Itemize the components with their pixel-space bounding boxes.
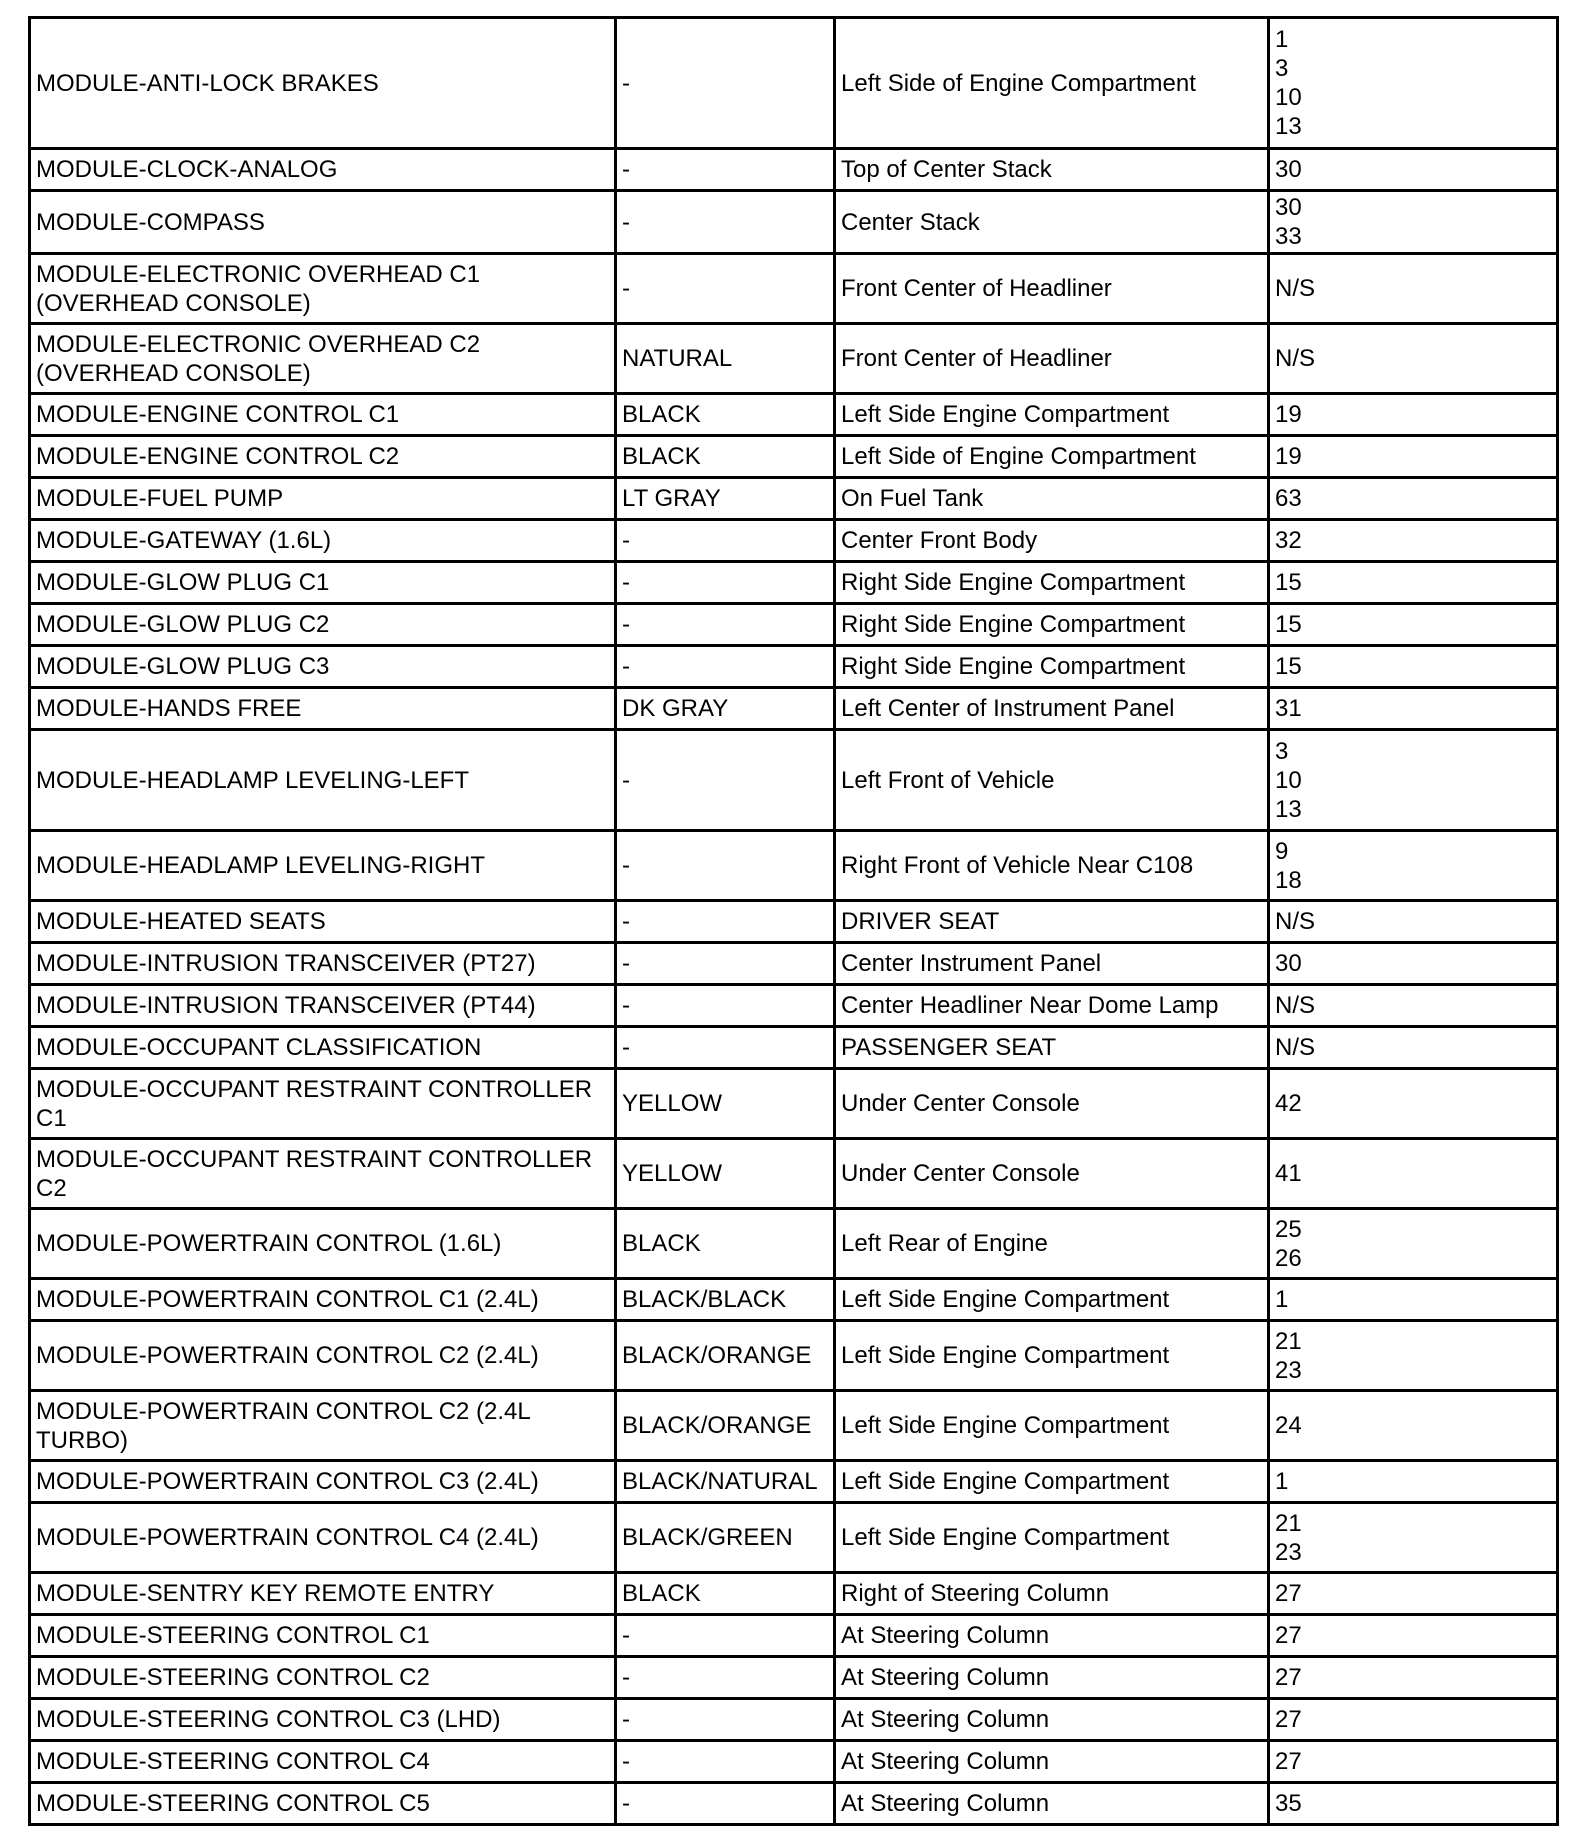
module-name-cell: MODULE-POWERTRAIN CONTROL C2 (2.4L) xyxy=(30,1321,616,1391)
reference-cell xyxy=(1269,1027,1558,1069)
connector-color-cell: BLACK/NATURAL xyxy=(616,1461,835,1503)
reference-cell xyxy=(1269,1279,1558,1321)
reference-value: 26 xyxy=(1275,1244,1302,1272)
reference-cell xyxy=(1269,254,1558,324)
location-cell: On Fuel Tank xyxy=(835,478,1269,520)
connector-color-cell: YELLOW xyxy=(616,1139,835,1209)
reference-cell xyxy=(1269,730,1558,831)
table-row xyxy=(30,1503,1558,1573)
reference-value: 35 xyxy=(1275,1790,1302,1817)
reference-value: 15 xyxy=(1275,611,1302,638)
module-name-cell: MODULE-OCCUPANT CLASSIFICATION xyxy=(30,1027,616,1069)
module-name-cell: MODULE-OCCUPANT RESTRAINT CONTROLLER C2 xyxy=(30,1139,616,1209)
table-row xyxy=(30,562,1558,604)
reference-value: 18 xyxy=(1275,866,1302,894)
location-cell: Left Side of Engine Compartment xyxy=(835,436,1269,478)
module-name-cell: MODULE-GATEWAY (1.6L) xyxy=(30,520,616,562)
reference-cell xyxy=(1269,688,1558,730)
reference-value: 1 xyxy=(1275,1468,1289,1495)
connector-color-cell: BLACK/GREEN xyxy=(616,1503,835,1573)
reference-value: 3 xyxy=(1275,55,1289,82)
module-name-cell: MODULE-STEERING CONTROL C3 (LHD) xyxy=(30,1699,616,1741)
reference-cell xyxy=(1269,604,1558,646)
reference-value: 42 xyxy=(1275,1090,1302,1117)
location-cell: Center Stack xyxy=(835,191,1269,254)
location-cell: Left Side Engine Compartment xyxy=(835,1461,1269,1503)
reference-value: N/S xyxy=(1275,345,1316,372)
reference-value: N/S xyxy=(1275,908,1316,935)
module-name-cell: MODULE-POWERTRAIN CONTROL (1.6L) xyxy=(30,1209,616,1279)
module-name-cell: MODULE-STEERING CONTROL C4 xyxy=(30,1741,616,1783)
reference-cell xyxy=(1269,1069,1558,1139)
connector-color-cell: - xyxy=(616,1783,835,1825)
module-name-cell: MODULE-GLOW PLUG C2 xyxy=(30,604,616,646)
connector-location-table xyxy=(28,16,1559,1826)
location-cell: Left Rear of Engine xyxy=(835,1209,1269,1279)
location-cell: At Steering Column xyxy=(835,1657,1269,1699)
reference-cell xyxy=(1269,646,1558,688)
table-row xyxy=(30,646,1558,688)
location-cell: At Steering Column xyxy=(835,1741,1269,1783)
reference-value: 32 xyxy=(1275,527,1302,554)
module-name-cell: MODULE-HEADLAMP LEVELING-LEFT xyxy=(30,730,616,831)
reference-value: N/S xyxy=(1275,275,1316,302)
connector-color-cell: - xyxy=(616,901,835,943)
table-row xyxy=(30,478,1558,520)
location-cell: Under Center Console xyxy=(835,1069,1269,1139)
location-cell: Front Center of Headliner xyxy=(835,254,1269,324)
module-name-cell: MODULE-STEERING CONTROL C1 xyxy=(30,1615,616,1657)
reference-cell xyxy=(1269,1741,1558,1783)
connector-color-cell: - xyxy=(616,1657,835,1699)
location-cell: Right Side Engine Compartment xyxy=(835,562,1269,604)
module-name-cell: MODULE-STEERING CONTROL C2 xyxy=(30,1657,616,1699)
module-name-cell: MODULE-POWERTRAIN CONTROL C4 (2.4L) xyxy=(30,1503,616,1573)
reference-value: 10 xyxy=(1275,766,1302,794)
reference-value: 1 xyxy=(1275,26,1289,53)
reference-value: 30 xyxy=(1275,194,1302,221)
location-cell: Center Front Body xyxy=(835,520,1269,562)
connector-color-cell: - xyxy=(616,562,835,604)
table-row xyxy=(30,1699,1558,1741)
reference-value: 27 xyxy=(1275,1706,1302,1733)
location-cell: Left Side Engine Compartment xyxy=(835,1391,1269,1461)
reference-value: 3 xyxy=(1275,737,1289,765)
reference-cell xyxy=(1269,943,1558,985)
table-row xyxy=(30,1741,1558,1783)
reference-cell xyxy=(1269,1391,1558,1461)
reference-value: 9 xyxy=(1275,837,1289,865)
location-cell: Left Side of Engine Compartment xyxy=(835,18,1269,149)
connector-color-cell: - xyxy=(616,18,835,149)
table-row xyxy=(30,1209,1558,1279)
table-row xyxy=(30,191,1558,254)
table-row xyxy=(30,324,1558,394)
table-row xyxy=(30,1279,1558,1321)
location-cell: Left Side Engine Compartment xyxy=(835,1503,1269,1573)
connector-color-cell: LT GRAY xyxy=(616,478,835,520)
reference-value: 15 xyxy=(1275,653,1302,680)
connector-color-cell: - xyxy=(616,1699,835,1741)
reference-cell xyxy=(1269,1699,1558,1741)
reference-value: 27 xyxy=(1275,1664,1302,1691)
table-row xyxy=(30,149,1558,191)
module-name-cell: MODULE-ANTI-LOCK BRAKES xyxy=(30,18,616,149)
module-name-cell: MODULE-ELECTRONIC OVERHEAD C2 (OVERHEAD CONSOLE) xyxy=(30,324,616,394)
module-name-cell: MODULE-ENGINE CONTROL C1 xyxy=(30,394,616,436)
module-name-cell: MODULE-CLOCK-ANALOG xyxy=(30,149,616,191)
table-row xyxy=(30,943,1558,985)
location-cell: Left Side Engine Compartment xyxy=(835,394,1269,436)
connector-color-cell: YELLOW xyxy=(616,1069,835,1139)
connector-color-cell: - xyxy=(616,1741,835,1783)
reference-value: 41 xyxy=(1275,1160,1302,1187)
reference-value: 63 xyxy=(1275,485,1302,512)
location-cell: PASSENGER SEAT xyxy=(835,1027,1269,1069)
location-cell: Right Side Engine Compartment xyxy=(835,604,1269,646)
module-name-cell: MODULE-HEATED SEATS xyxy=(30,901,616,943)
connector-color-cell: BLACK xyxy=(616,394,835,436)
connector-color-cell: - xyxy=(616,149,835,191)
table-row xyxy=(30,604,1558,646)
location-cell: Left Front of Vehicle xyxy=(835,730,1269,831)
table-row xyxy=(30,1461,1558,1503)
module-name-cell: MODULE-GLOW PLUG C1 xyxy=(30,562,616,604)
reference-value: 23 xyxy=(1275,1538,1302,1566)
connector-color-cell: DK GRAY xyxy=(616,688,835,730)
table-row xyxy=(30,901,1558,943)
reference-cell xyxy=(1269,478,1558,520)
module-name-cell: MODULE-INTRUSION TRANSCEIVER (PT27) xyxy=(30,943,616,985)
table-row xyxy=(30,254,1558,324)
connector-color-cell: - xyxy=(616,254,835,324)
reference-cell xyxy=(1269,1321,1558,1391)
connector-color-cell: - xyxy=(616,646,835,688)
reference-cell xyxy=(1269,1503,1558,1573)
reference-value: 27 xyxy=(1275,1622,1302,1649)
reference-cell xyxy=(1269,1657,1558,1699)
reference-cell xyxy=(1269,562,1558,604)
connector-color-cell: - xyxy=(616,831,835,901)
table-row xyxy=(30,1573,1558,1615)
module-name-cell: MODULE-POWERTRAIN CONTROL C1 (2.4L) xyxy=(30,1279,616,1321)
module-name-cell: MODULE-COMPASS xyxy=(30,191,616,254)
table-row xyxy=(30,1657,1558,1699)
table-row xyxy=(30,730,1558,831)
table-row xyxy=(30,1321,1558,1391)
reference-value: 33 xyxy=(1275,223,1302,250)
reference-cell xyxy=(1269,520,1558,562)
location-cell: Right Side Engine Compartment xyxy=(835,646,1269,688)
reference-value: 13 xyxy=(1275,795,1302,823)
reference-cell xyxy=(1269,1783,1558,1825)
reference-value: 30 xyxy=(1275,156,1302,183)
table-row xyxy=(30,985,1558,1027)
location-cell: At Steering Column xyxy=(835,1699,1269,1741)
reference-cell xyxy=(1269,1573,1558,1615)
connector-color-cell: - xyxy=(616,1615,835,1657)
location-cell: At Steering Column xyxy=(835,1783,1269,1825)
location-cell: Right of Steering Column xyxy=(835,1573,1269,1615)
reference-value: 13 xyxy=(1275,113,1302,140)
reference-cell xyxy=(1269,1209,1558,1279)
table-row xyxy=(30,18,1558,149)
module-name-cell: MODULE-STEERING CONTROL C5 xyxy=(30,1783,616,1825)
table-row xyxy=(30,1027,1558,1069)
reference-value: 15 xyxy=(1275,569,1302,596)
module-name-cell: MODULE-ELECTRONIC OVERHEAD C1 (OVERHEAD CONSOLE) xyxy=(30,254,616,324)
reference-value: 1 xyxy=(1275,1286,1289,1313)
table-row xyxy=(30,831,1558,901)
table-body xyxy=(30,18,1558,1825)
reference-value: 27 xyxy=(1275,1580,1302,1607)
reference-value: 31 xyxy=(1275,695,1302,722)
connector-color-cell: - xyxy=(616,943,835,985)
reference-value: 21 xyxy=(1275,1327,1302,1355)
reference-cell xyxy=(1269,1615,1558,1657)
module-name-cell: MODULE-POWERTRAIN CONTROL C3 (2.4L) xyxy=(30,1461,616,1503)
reference-value: 19 xyxy=(1275,443,1302,470)
module-name-cell: MODULE-INTRUSION TRANSCEIVER (PT44) xyxy=(30,985,616,1027)
module-name-cell: MODULE-HEADLAMP LEVELING-RIGHT xyxy=(30,831,616,901)
location-cell: Top of Center Stack xyxy=(835,149,1269,191)
module-name-cell: MODULE-OCCUPANT RESTRAINT CONTROLLER C1 xyxy=(30,1069,616,1139)
reference-value: 21 xyxy=(1275,1509,1302,1537)
location-cell: Under Center Console xyxy=(835,1139,1269,1209)
reference-value: 25 xyxy=(1275,1215,1302,1243)
table-row xyxy=(30,1391,1558,1461)
reference-cell xyxy=(1269,149,1558,191)
connector-color-cell: BLACK xyxy=(616,436,835,478)
reference-value: 10 xyxy=(1275,84,1302,111)
connector-color-cell: BLACK/ORANGE xyxy=(616,1391,835,1461)
reference-value: 30 xyxy=(1275,950,1302,977)
reference-cell xyxy=(1269,436,1558,478)
location-cell: Left Side Engine Compartment xyxy=(835,1279,1269,1321)
connector-color-cell: - xyxy=(616,985,835,1027)
reference-cell xyxy=(1269,1139,1558,1209)
location-cell: Left Center of Instrument Panel xyxy=(835,688,1269,730)
module-name-cell: MODULE-GLOW PLUG C3 xyxy=(30,646,616,688)
table-row xyxy=(30,1139,1558,1209)
module-name-cell: MODULE-FUEL PUMP xyxy=(30,478,616,520)
module-name-cell: MODULE-ENGINE CONTROL C2 xyxy=(30,436,616,478)
location-cell: Left Side Engine Compartment xyxy=(835,1321,1269,1391)
connector-color-cell: - xyxy=(616,1027,835,1069)
table-row xyxy=(30,520,1558,562)
reference-value: 23 xyxy=(1275,1356,1302,1384)
location-cell: At Steering Column xyxy=(835,1615,1269,1657)
reference-cell xyxy=(1269,394,1558,436)
connector-color-cell: BLACK xyxy=(616,1209,835,1279)
module-name-cell: MODULE-POWERTRAIN CONTROL C2 (2.4L TURBO) xyxy=(30,1391,616,1461)
location-cell: Front Center of Headliner xyxy=(835,324,1269,394)
connector-color-cell: - xyxy=(616,520,835,562)
reference-value: 19 xyxy=(1275,401,1302,428)
table-row xyxy=(30,688,1558,730)
reference-cell xyxy=(1269,18,1558,149)
reference-cell xyxy=(1269,191,1558,254)
connector-color-cell: BLACK/ORANGE xyxy=(616,1321,835,1391)
reference-value: 24 xyxy=(1275,1412,1302,1439)
table-row xyxy=(30,1069,1558,1139)
reference-cell xyxy=(1269,985,1558,1027)
reference-cell xyxy=(1269,831,1558,901)
table-row xyxy=(30,1783,1558,1825)
connector-color-cell: BLACK/BLACK xyxy=(616,1279,835,1321)
reference-value: N/S xyxy=(1275,992,1316,1019)
location-cell: Center Instrument Panel xyxy=(835,943,1269,985)
reference-value: N/S xyxy=(1275,1034,1316,1061)
connector-color-cell: - xyxy=(616,191,835,254)
reference-cell xyxy=(1269,901,1558,943)
location-cell: Right Front of Vehicle Near C108 xyxy=(835,831,1269,901)
connector-color-cell: NATURAL xyxy=(616,324,835,394)
module-name-cell: MODULE-SENTRY KEY REMOTE ENTRY xyxy=(30,1573,616,1615)
reference-cell xyxy=(1269,1461,1558,1503)
module-name-cell: MODULE-HANDS FREE xyxy=(30,688,616,730)
reference-value: 27 xyxy=(1275,1748,1302,1775)
table-row xyxy=(30,1615,1558,1657)
table-row xyxy=(30,394,1558,436)
connector-color-cell: - xyxy=(616,730,835,831)
connector-color-cell: BLACK xyxy=(616,1573,835,1615)
reference-cell xyxy=(1269,324,1558,394)
location-cell: DRIVER SEAT xyxy=(835,901,1269,943)
table-row xyxy=(30,436,1558,478)
location-cell: Center Headliner Near Dome Lamp xyxy=(835,985,1269,1027)
connector-color-cell: - xyxy=(616,604,835,646)
